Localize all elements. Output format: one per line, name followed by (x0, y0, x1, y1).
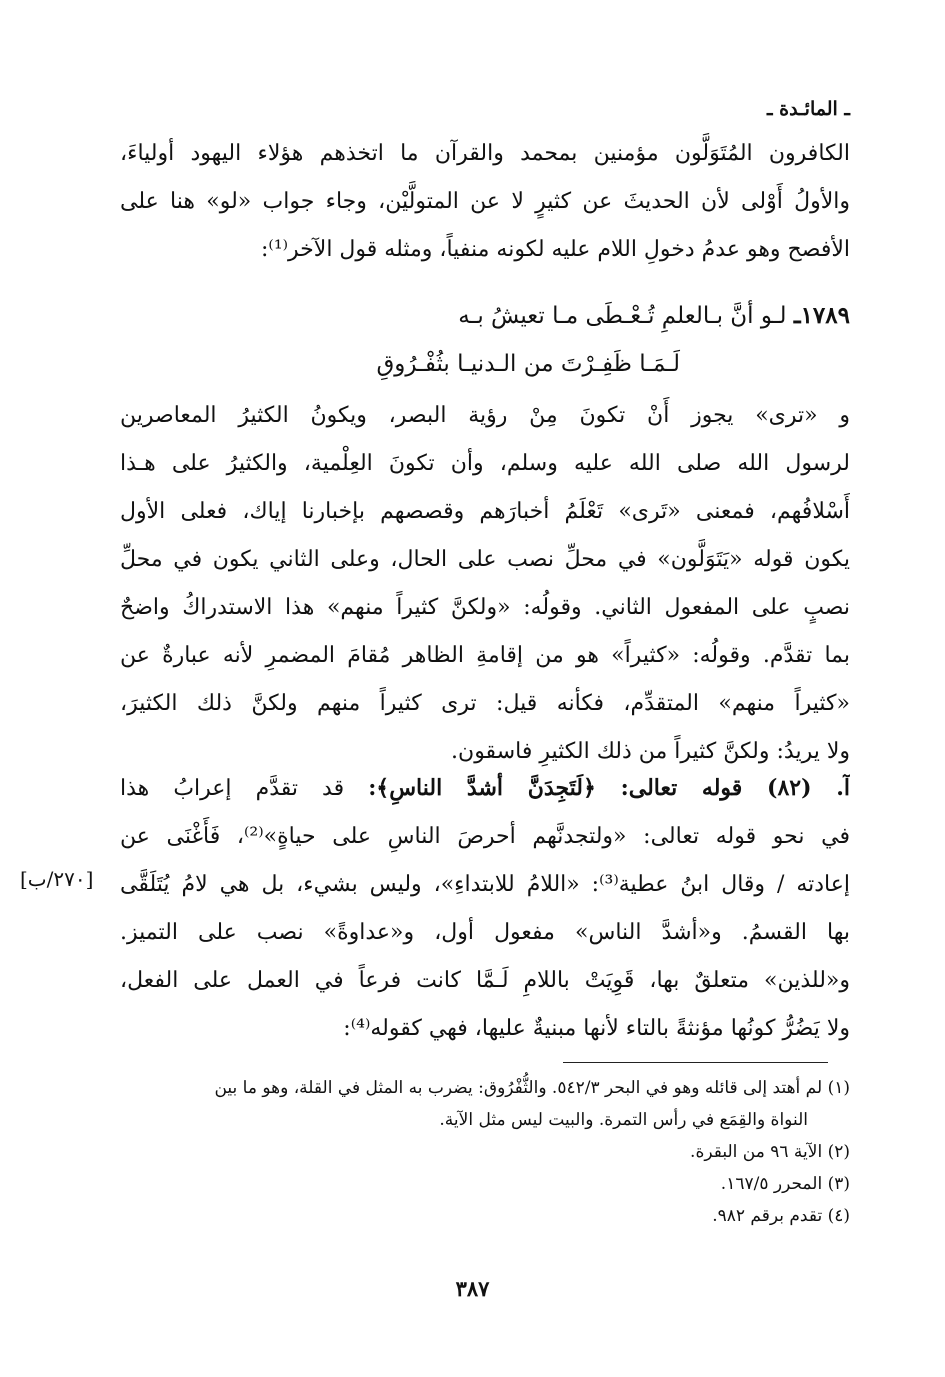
footnote-number: (١) (827, 1078, 850, 1098)
text-line: و«للذين» متعلقٌ بها، قَوِيَتْ باللامِ لَـمَّا كانت فرعاً في العمل على الفعل، (120, 968, 850, 993)
verse-number: ١٧٨٩ـ (793, 302, 850, 329)
manuscript-folio-reference: [٢٧٠/ب] (20, 867, 94, 891)
text-line: «كثيراً منهم» المتقدِّم، فكأنه قيل: ترى كثيراً منهم ولكنَّ ذلك الكثيرَ، (120, 691, 850, 716)
text-line: بها القسمُ. و«أشدَّ الناس» مفعول أول، و«عداوةً» نصب على التميز. (120, 920, 850, 945)
text-line: و «ترى» يجوز أَنْ تكونَ مِنْ رؤية البصر، ويكونُ الكثيرُ المعاصرين (120, 403, 850, 428)
text-line: لرسول الله صلى الله عليه وسلم، وأن تكونَ العِلْمية، والكثيرُ على هـذا (120, 451, 850, 476)
footnote-number: (٤) (827, 1206, 850, 1226)
text-line: الكافرون المُتَوَلَّون مؤمنين بمحمد والقرآن ما اتخذهم هؤلاء اليهود أولياءَ، (120, 141, 850, 166)
footnote (130, 1136, 850, 1168)
paragraph-2 (120, 392, 850, 776)
footnote-text: لم أهتد إلى قائله وهو في البحر ٥٤٢/٣. والثُّفْرُوق: يضرب به المثل في القلة، وهو ما بين (214, 1078, 823, 1098)
text-line (120, 764, 850, 813)
heading-continuation: قد تقدَّم إعرابُ هذا (120, 776, 369, 801)
text-line: ولا يَضُرُّ كونُها مؤنثةً بالتاء لأنها مبنيةٌ عليها، فهي كقوله⁽⁴⁾: (343, 1016, 850, 1041)
text-line: بما تقدَّم. وقولُه: «كثيراً» هو من إقامةِ الظاهر مُقامَ المضمرِ لأنه عبارةٌ عن (120, 643, 850, 668)
text-line: والأولُ أَوْلى لأن الحديثَ عن كثيرٍ لا عن المتولَّيْن، وجاء جواب «لو» هنا على (120, 189, 850, 214)
footnote (130, 1072, 850, 1104)
footnote (130, 1168, 850, 1200)
verse-line-1: لـو أنَّ بـالعلمِ تُـعْـطَى مـا تعيشُ بـه (458, 303, 787, 329)
footnote-continuation: النواة والقِمَع في رأس التمرة. والبيت ليس مثل الآية. (439, 1110, 808, 1130)
footnote-text: المحرر ١٦٧/٥. (720, 1174, 823, 1194)
verse-first-hemistich (120, 292, 850, 340)
verse-line-2: لَـمَـا ظَفِـرْتَ من الـدنيـا بثُفْـرُوقِ (376, 351, 680, 377)
text-line: نصبٍ على المفعول الثاني. وقولُه: «ولكنَّ كثيراً منهم» هذا الاستدراكُ واضحٌ (120, 595, 850, 620)
footnote-separator (563, 1062, 828, 1063)
paragraph-3 (120, 764, 850, 1053)
footnote-number: (٢) (827, 1142, 850, 1162)
footnote-number: (٣) (827, 1174, 850, 1194)
running-header: ـ المائـدة ـ (767, 98, 850, 120)
paragraph-1 (120, 130, 850, 274)
verse-heading: آ. (٨٢) قوله تعالى: ﴿لَتَجِدَنَّ أشدَّ الناسِ﴾: (368, 775, 850, 801)
footnote (130, 1200, 850, 1232)
text-line: أَسْلافُهم، فمعنى «تَرى» تَعْلَمُ أخبارَهم وقصصهم بإخبارنا إياك، فعلى الأول (120, 499, 850, 524)
footnotes (130, 1072, 850, 1232)
page-number: ٣٨٧ (455, 1276, 490, 1301)
footnote-text: تقدم برقم ٩٨٢. (712, 1206, 823, 1226)
footnote-text: الآية ٩٦ من البقرة. (690, 1142, 823, 1162)
text-line: يكون قوله «يَتَوَلَّون» في محلِّ نصب على الحال، وعلى الثاني يكون في محلِّ (120, 547, 850, 572)
text-line: إعادته / وقال ابنُ عطية⁽³⁾: «اللامُ للابتداءِ»، وليس بشيء، بل هي لامُ يُتَلَقَّى (120, 872, 850, 897)
text-line: في نحو قوله تعالى: «ولتجدنَّهم أحرصَ الناسِ على حياةٍ»⁽²⁾، فَأَغْنَى عن (120, 824, 850, 849)
text-line: ولا يريدُ: ولكنَّ كثيراً من ذلك الكثيرِ فاسقون. (451, 739, 850, 764)
poetry-verse (120, 292, 850, 388)
text-line: الأفصح وهو عدمُ دخولِ اللام عليه لكونه منفياً، ومثله قول الآخر⁽¹⁾: (260, 237, 850, 262)
